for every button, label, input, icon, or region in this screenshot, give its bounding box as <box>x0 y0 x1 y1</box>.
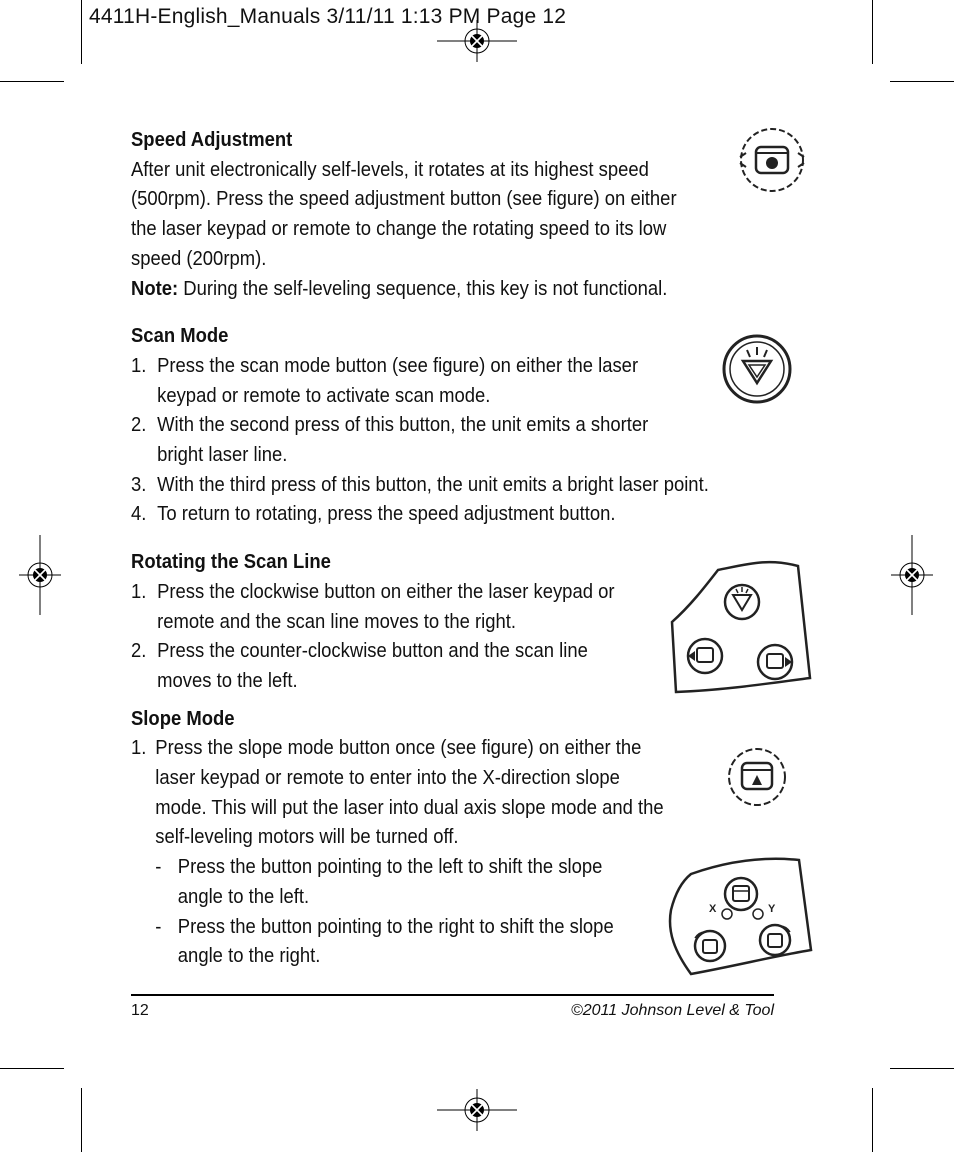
crop-mark-top-left-vertical <box>81 0 82 64</box>
note-text: During the self-leveling sequence, this key is not functional. <box>178 276 668 300</box>
list-item: 1. Press the scan mode button (see figure) on either the laser keypad or remote to activate scan mode. <box>131 353 639 407</box>
slope-mode-section <box>131 704 716 971</box>
rotation-keypad-icon <box>668 560 814 700</box>
crop-mark-top-right-vertical <box>872 0 873 64</box>
crop-mark-bottom-right-vertical <box>872 1088 873 1152</box>
slug-line: 4411H-English_Manuals 3/11/11 1:13 PM Page 12 <box>89 5 567 28</box>
scan-mode-section <box>131 321 716 529</box>
crop-mark-bottom-left-horizontal <box>0 1068 64 1069</box>
scan-mode-heading: Scan Mode <box>131 324 229 348</box>
keypad-label-x: X <box>709 903 717 915</box>
registration-mark-left-icon <box>19 535 61 615</box>
list-item: 2. With the second press of this button, the unit emits a shorter bright laser line. <box>131 413 649 467</box>
crop-mark-top-right-horizontal <box>890 81 954 82</box>
crop-mark-bottom-right-horizontal <box>890 1068 954 1069</box>
slope-mode-list <box>131 733 716 852</box>
registration-mark-top-icon <box>437 20 517 62</box>
slope-mode-heading: Slope Mode <box>131 706 235 730</box>
list-item: 4. To return to rotating, press the speed adjustment button. <box>131 502 616 526</box>
speed-adjustment-note <box>131 274 716 304</box>
crop-mark-bottom-left-vertical <box>81 1088 82 1152</box>
speed-adjustment-section <box>131 125 716 303</box>
copyright-text: ©2011 Johnson Level & Tool <box>570 1002 774 1019</box>
manual-content <box>131 125 716 971</box>
footer-rule <box>131 994 774 996</box>
rotating-scan-line-list <box>131 577 716 696</box>
registration-mark-bottom-icon <box>437 1089 517 1131</box>
slope-keypad-icon <box>665 852 815 980</box>
registration-mark-right-icon <box>891 535 933 615</box>
speed-adjustment-paragraph: After unit electronically self-levels, it rotates at its highest speed (500rpm). Press the speed adjustment button (see figure) on either the laser keypad or remote to change the rotating speed to its low speed (200rpm). <box>131 157 677 270</box>
keypad-label-y: Y <box>768 903 776 915</box>
crop-mark-top-left-horizontal <box>0 81 64 82</box>
note-label: Note: <box>131 276 179 300</box>
list-item: 2. Press the counter-clockwise button and the scan line moves to the left. <box>131 639 588 692</box>
slope-mode-button-icon <box>724 745 790 809</box>
list-item: 1. Press the clockwise button on either the laser keypad or remote and the scan line moves to the right. <box>131 579 615 633</box>
list-item: 3. With the third press of this button, the unit emits a bright laser point. <box>131 472 709 496</box>
page-number: 12 <box>131 1002 149 1019</box>
list-item: - Press the button pointing to the left to shift the slope angle to the left. <box>155 855 603 908</box>
rotating-scan-line-section <box>131 547 716 696</box>
scan-mode-button-icon <box>721 333 793 405</box>
scan-mode-list <box>131 351 716 529</box>
speed-adjustment-button-icon <box>736 125 808 195</box>
list-item: 1. Press the slope mode button once (see figure) on either the laser keypad or remote to enter into the X-direction slope mode. This will put the laser into dual axis slope mode and the self-leveling motors will be turned off. <box>131 736 664 849</box>
rotating-scan-line-heading: Rotating the Scan Line <box>131 550 331 574</box>
speed-adjustment-heading: Speed Adjustment <box>131 128 293 151</box>
list-item: - Press the button pointing to the right to shift the slope angle to the right. <box>155 914 614 968</box>
slope-mode-sublist <box>131 852 716 971</box>
